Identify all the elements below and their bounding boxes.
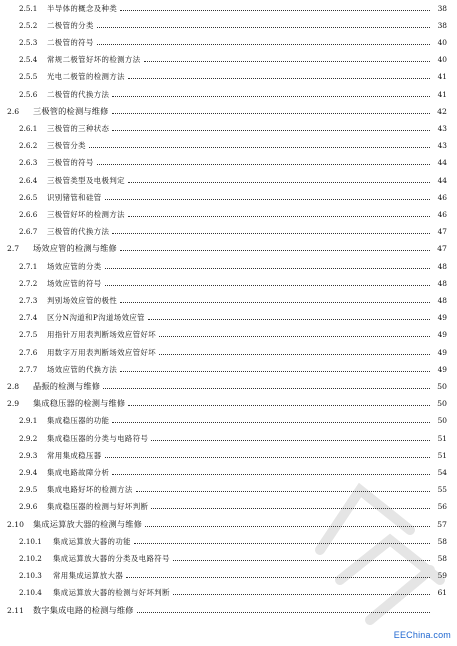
toc-entry-number: 2.5.3: [19, 37, 38, 47]
toc-entry-page-number: 44: [437, 175, 447, 185]
toc-entry-title: 用数字万用表判断场效应管好坏: [47, 347, 157, 357]
toc-dot-leader: [173, 560, 430, 561]
toc-entry-title: 二极管的代换方法: [47, 89, 110, 99]
toc-entry-number: 2.7.3: [19, 295, 38, 305]
toc-entry-number: 2.5.5: [19, 72, 38, 82]
toc-entry-page-number: 48: [437, 261, 447, 271]
toc-dot-leader: [134, 543, 430, 544]
toc-entry-page-number: 46: [437, 192, 447, 202]
toc-dot-leader: [97, 164, 430, 165]
toc-entry-title: 三极管的三种状态: [47, 123, 110, 133]
toc-entry-number: 2.10.4: [19, 588, 42, 598]
toc-entry-number: 2.6.7: [19, 227, 38, 237]
toc-entry-page-number: 61: [437, 588, 447, 598]
toc-entry-title: 集成运算放大器的检测与维修: [33, 518, 143, 529]
toc-section-entry[interactable]: [0, 378, 457, 394]
toc-entry-number: 2.5.6: [19, 89, 38, 99]
toc-subsection-entry[interactable]: [0, 361, 457, 377]
toc-entry-title: 集成稳压器的分类与电路符号: [47, 433, 149, 443]
toc-entry-number: 2.9.3: [19, 450, 38, 460]
toc-dot-leader: [128, 216, 430, 217]
toc-entry-title: 三极管的符号: [47, 158, 94, 168]
toc-subsection-entry[interactable]: [0, 138, 457, 154]
toc-dot-leader: [97, 27, 430, 28]
toc-entry-page-number: 43: [437, 123, 447, 133]
toc-subsection-entry[interactable]: [0, 275, 457, 291]
toc-dot-leader: [145, 526, 430, 527]
toc-entry-number: 2.10.1: [19, 536, 42, 546]
toc-dot-leader: [89, 147, 430, 148]
toc-dot-leader: [159, 336, 430, 337]
toc-dot-leader: [151, 508, 430, 509]
toc-entry-page-number: 59: [437, 571, 447, 581]
toc-dot-leader: [105, 268, 430, 269]
toc-entry-number: 2.5.4: [19, 55, 38, 65]
toc-subsection-entry[interactable]: [0, 34, 457, 50]
toc-subsection-entry[interactable]: [0, 69, 457, 85]
toc-entry-page-number: 41: [437, 89, 447, 99]
toc-entry-page-number: 57: [437, 519, 447, 529]
toc-dot-leader: [128, 182, 430, 183]
toc-entry-page-number: 44: [437, 158, 447, 168]
toc-subsection-entry[interactable]: [0, 120, 457, 136]
toc-subsection-entry[interactable]: [0, 550, 457, 566]
toc-subsection-entry[interactable]: [0, 258, 457, 274]
toc-dot-leader: [136, 491, 430, 492]
toc-entry-title: 三极管的检测与维修: [33, 105, 109, 116]
toc-dot-leader: [112, 233, 430, 234]
toc-entry-page-number: 50: [437, 416, 447, 426]
toc-subsection-entry[interactable]: [0, 327, 457, 343]
toc-entry-title: 集成运算放大器的分类及电路符号: [53, 553, 170, 563]
toc-subsection-entry[interactable]: [0, 17, 457, 33]
toc-entry-page-number: 46: [437, 209, 447, 219]
toc-entry-page-number: 47: [437, 227, 447, 237]
toc-entry-title: 光电二极管的检测方法: [47, 72, 125, 82]
toc-entry-number: 2.7.7: [19, 364, 38, 374]
toc-subsection-entry[interactable]: [0, 447, 457, 463]
toc-dot-leader: [112, 96, 430, 97]
toc-section-entry[interactable]: [0, 396, 457, 412]
toc-entry-number: 2.9.5: [19, 485, 38, 495]
toc-entry-page-number: 56: [437, 502, 447, 512]
toc-entry-number: 2.9.2: [19, 433, 38, 443]
toc-subsection-entry[interactable]: [0, 482, 457, 498]
toc-subsection-entry[interactable]: [0, 172, 457, 188]
toc-entry-title: 常用集成运算放大器: [53, 571, 124, 581]
toc-entry-number: 2.6: [7, 106, 20, 116]
toc-entry-title: 判别场效应管的极性: [47, 295, 118, 305]
toc-entry-title: 集成电路好坏的检测方法: [47, 485, 133, 495]
toc-entry-page-number: 58: [437, 553, 447, 563]
toc-subsection-entry[interactable]: [0, 206, 457, 222]
toc-dot-leader: [137, 612, 430, 613]
toc-dot-leader: [120, 10, 430, 11]
toc-entry-page-number: 58: [437, 536, 447, 546]
toc-dot-leader: [112, 474, 430, 475]
toc-entry-title: 集成稳压器的检测与好坏判断: [47, 502, 149, 512]
toc-dot-leader: [112, 113, 431, 114]
toc-dot-leader: [173, 594, 430, 595]
toc-entry-number: 2.6.5: [19, 192, 38, 202]
toc-entry-page-number: 51: [437, 450, 447, 460]
toc-entry-number: 2.6.1: [19, 123, 38, 133]
toc-entry-number: 2.7.1: [19, 261, 38, 271]
toc-subsection-entry[interactable]: [0, 413, 457, 429]
toc-entry-title: 用指针万用表判断场效应管好坏: [47, 330, 157, 340]
toc-subsection-entry[interactable]: [0, 568, 457, 584]
toc-section-entry[interactable]: [0, 516, 457, 532]
toc-entry-number: 2.7.5: [19, 330, 38, 340]
toc-entry-title: 场效应管的分类: [47, 261, 102, 271]
toc-entry-title: 集成电路故障分析: [47, 467, 110, 477]
toc-dot-leader: [128, 405, 430, 406]
toc-entry-number: 2.6.3: [19, 158, 38, 168]
toc-dot-leader: [120, 371, 430, 372]
toc-dot-leader: [103, 388, 430, 389]
toc-subsection-entry[interactable]: [0, 464, 457, 480]
toc-entry-title: 半导体的概念及种类: [47, 3, 118, 13]
toc-entry-number: 2.9.6: [19, 502, 38, 512]
toc-dot-leader: [105, 457, 430, 458]
toc-entry-title: 三极管分类: [47, 141, 86, 151]
toc-entry-title: 三极管好坏的检测方法: [47, 209, 125, 219]
toc-dot-leader: [128, 78, 430, 79]
toc-dot-leader: [105, 285, 430, 286]
toc-entry-number: 2.7.4: [19, 313, 38, 323]
toc-entry-title: 二极管的分类: [47, 20, 94, 30]
toc-subsection-entry[interactable]: [0, 533, 457, 549]
toc-entry-title: 三极管类型及电极判定: [47, 175, 125, 185]
toc-subsection-entry[interactable]: [0, 86, 457, 102]
toc-entry-title: 常规二极管好坏的检测方法: [47, 55, 141, 65]
toc-entry-page-number: 48: [437, 278, 447, 288]
toc-subsection-entry[interactable]: [0, 189, 457, 205]
toc-entry-number: 2.6.6: [19, 209, 38, 219]
toc-entry-page-number: 50: [437, 399, 447, 409]
toc-entry-number: 2.8: [7, 381, 20, 391]
toc-entry-number: 2.10.3: [19, 571, 42, 581]
toc-subsection-entry[interactable]: [0, 292, 457, 308]
toc-dot-leader: [148, 319, 430, 320]
toc-entry-title: 场效应管的检测与维修: [33, 243, 117, 254]
toc-entry-page-number: 49: [437, 330, 447, 340]
toc-entry-title: 集成运算放大器的功能: [53, 536, 131, 546]
toc-entry-title: 三极管的代换方法: [47, 227, 110, 237]
toc-section-entry[interactable]: [0, 103, 457, 119]
toc-entry-number: 2.9.1: [19, 416, 38, 426]
toc-entry-page-number: 50: [437, 381, 447, 391]
toc-entry-title: 常用集成稳压器: [47, 450, 102, 460]
toc-entry-number: 2.6.2: [19, 141, 38, 151]
toc-entry-page-number: 49: [437, 313, 447, 323]
toc-entry-title: 数字集成电路的检测与维修: [33, 604, 134, 615]
toc-dot-leader: [120, 302, 430, 303]
toc-entry-title: 集成稳压器的功能: [47, 416, 110, 426]
toc-entry-number: 2.6.4: [19, 175, 38, 185]
toc-entry-page-number: 41: [437, 72, 447, 82]
toc-entry-title: 识别锗管和硅管: [47, 192, 102, 202]
toc-subsection-entry[interactable]: [0, 155, 457, 171]
toc-entry-page-number: 40: [437, 37, 447, 47]
toc-entry-page-number: 38: [437, 3, 447, 13]
toc-entry-number: 2.7.6: [19, 347, 38, 357]
toc-entry-number: 2.10.2: [19, 553, 42, 563]
toc-section-entry[interactable]: [0, 241, 457, 257]
toc-entry-title: 晶振的检测与维修: [33, 380, 101, 391]
toc-entry-title: 场效应管的符号: [47, 278, 102, 288]
toc-entry-page-number: 42: [437, 106, 447, 116]
toc-subsection-entry[interactable]: [0, 344, 457, 360]
toc-subsection-entry[interactable]: [0, 430, 457, 446]
toc-entry-number: 2.9: [7, 399, 20, 409]
toc-subsection-entry[interactable]: [0, 224, 457, 240]
toc-dot-leader: [159, 354, 430, 355]
site-watermark: EEChina.com: [393, 630, 451, 640]
toc-entry-page-number: 49: [437, 364, 447, 374]
toc-dot-leader: [112, 130, 430, 131]
toc-entry-page-number: 55: [437, 485, 447, 495]
toc-entry-title: 区分N沟道和P沟道场效应管: [47, 313, 145, 323]
toc-dot-leader: [144, 61, 431, 62]
toc-dot-leader: [120, 250, 430, 251]
toc-entry-title: 集成稳压器的检测与维修: [33, 398, 126, 409]
toc-section-entry[interactable]: [0, 602, 457, 618]
toc-entry-page-number: 54: [437, 467, 447, 477]
toc-subsection-entry[interactable]: [0, 499, 457, 515]
toc-entry-page-number: 40: [437, 55, 447, 65]
toc-subsection-entry[interactable]: [0, 585, 457, 601]
toc-entry-page-number: 49: [437, 347, 447, 357]
toc-dot-leader: [126, 577, 430, 578]
toc-entry-title: 集成运算放大器的检测与好坏判断: [53, 588, 170, 598]
toc-entry-number: 2.5.2: [19, 20, 38, 30]
toc-entry-number: 2.7.2: [19, 278, 38, 288]
toc-entry-number: 2.10: [7, 519, 24, 529]
toc-dot-leader: [97, 44, 430, 45]
toc-dot-leader: [112, 422, 430, 423]
toc-entry-title: 场效应管的代换方法: [47, 364, 118, 374]
toc-subsection-entry[interactable]: [0, 310, 457, 326]
toc-entry-title: 二极管的符号: [47, 37, 94, 47]
toc-entry-page-number: 43: [437, 141, 447, 151]
toc-entry-number: 2.7: [7, 244, 20, 254]
toc-entry-page-number: 48: [437, 295, 447, 305]
toc-subsection-entry[interactable]: [0, 0, 457, 16]
toc-entry-number: 2.9.4: [19, 467, 38, 477]
toc-entry-number: 2.5.1: [19, 3, 38, 13]
toc-dot-leader: [151, 440, 430, 441]
toc-entry-page-number: 47: [437, 244, 447, 254]
toc-dot-leader: [105, 199, 430, 200]
toc-entry-number: 2.11: [7, 605, 24, 615]
toc-subsection-entry[interactable]: [0, 52, 457, 68]
toc-entry-page-number: 38: [437, 20, 447, 30]
toc-entry-page-number: 51: [437, 433, 447, 443]
